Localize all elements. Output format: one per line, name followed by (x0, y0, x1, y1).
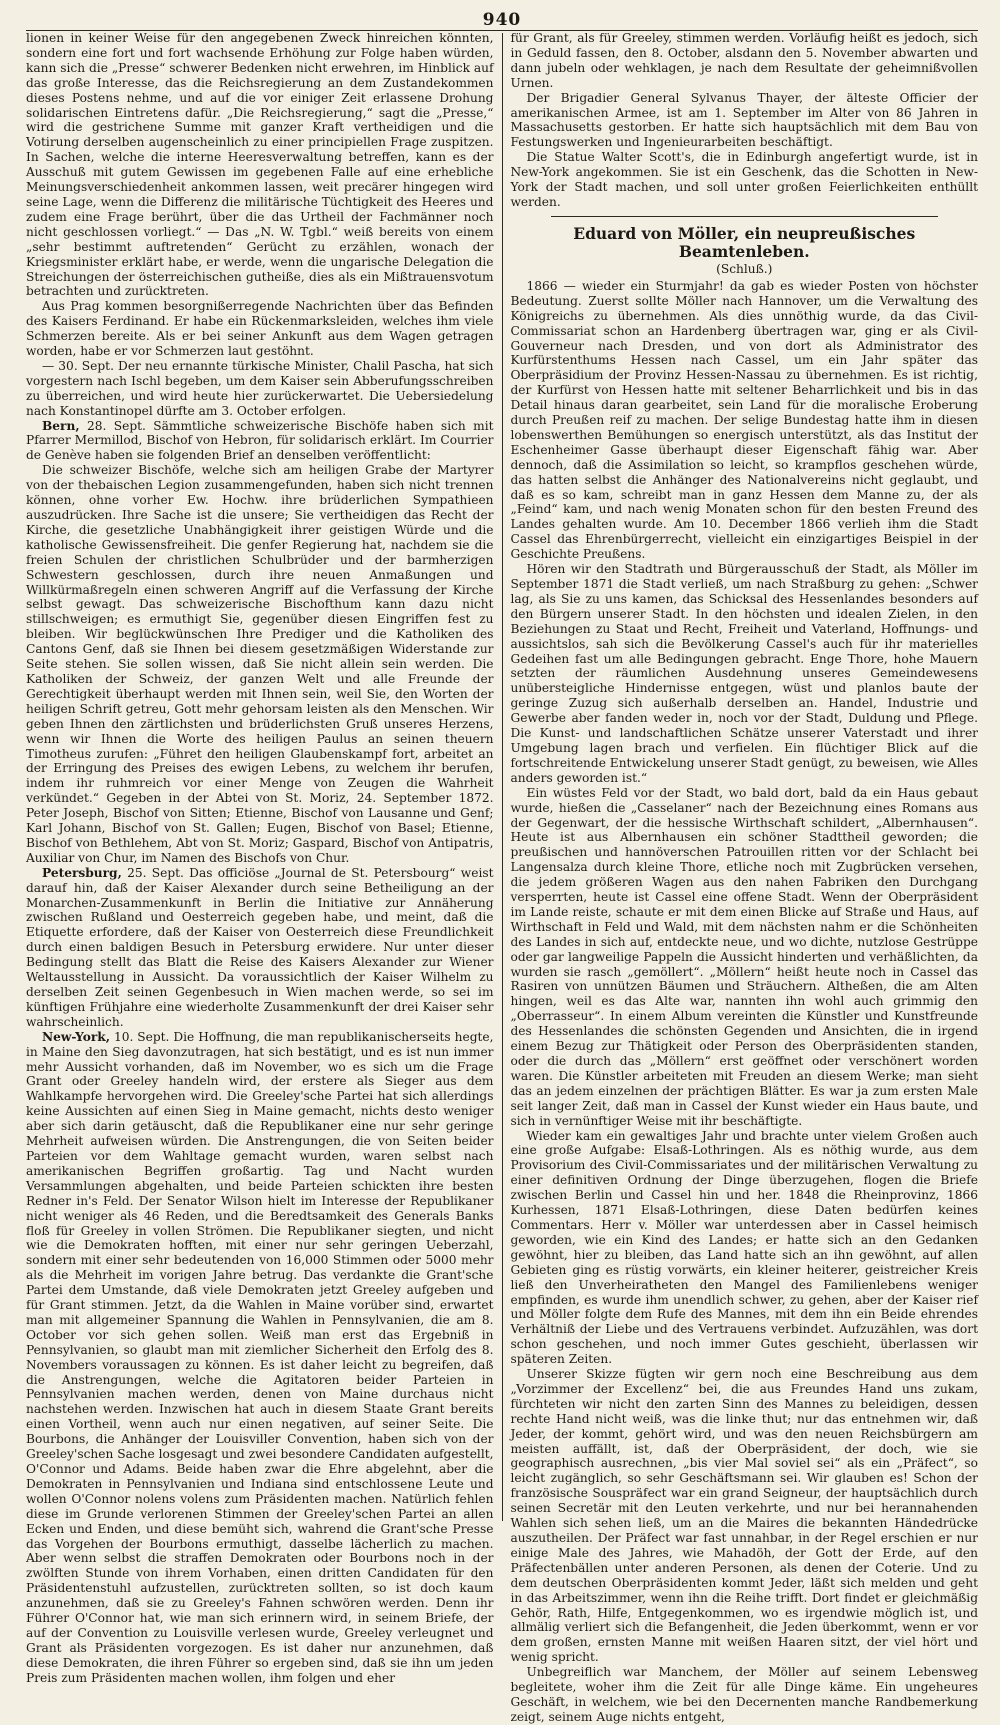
right-column (503, 31, 979, 1724)
paragraph-text: Die schweizer Bischöfe, welche sich am heiligen Grabe der Martyrer von der thebaischen Legion zusammengefunden, haben sich nicht trennen können, ohne vorher Ew. Hochw. ihre brüderlichen Sympathieen auszudrücken. Ihre Sache ist die unsere; Sie vertheidigen das Recht der Kirche, die gesetzliche Unabhängigkeit ihrer geistigen Würde und die katholische Gewissensfreiheit. Die genfer Regierung hat, nachdem sie die freien Schulen der christlichen Schulbrüder und der barmherzigen Schwestern geschlossen, durch ihre neuen Anmaßungen und Willkürmaßregeln einen schweren Angriff auf die Verfassung der Kirche selbst gewagt. Das schweizerische Bischofthum kann dazu nicht stillschweigen; es ermuthigt Sie, gegenüber diesen Eingriffen fest zu bleiben. Wir beglückwünschen Ihre Prediger und die Katholiken des Cantons Genf, daß sie Ihnen bei diesem gesetzmäßigen Widerstande zur Seite stehen. Sie sollen wissen, daß Sie nicht allein sein werden. Die Katholiken der Schweiz, der ganzen Welt und alle Freunde der Gerechtigkeit überhaupt werden mit Ihnen sein, weil Sie, den Worten der heiligen Schrift getreu, Gott mehr gehorsam leisten als den Menschen. Wir geben Ihnen den zärtlichsten und brüderlichsten Gruß unseres Herzens, wenn wir Ihnen die Worte des heiligen Paulus an seinen theuern Timotheus zurufen: „Führet den heiligen Glaubenskampf fort, arbeitet an der Erringung des Preises des ewigen Lebens, zu welchem ihr berufen, indem ihr ruhmreich vor einer Menge von Zeugen die Wahrheit verkündet.“ Gegeben in der Abtei von St. Moriz, 24. September 1872. Peter Joseph, Bischof von Sitten; Etienne, Bischof von Lausanne und Genf; Karl Johann, Bischof von St. Gallen; Eugen, Bischof von Basel; Etienne, Bischof von Bethlehem, Abt von St. Moriz; Gaspard, Bischof von Antipatris, Auxiliar von Chur, im Namen des Bischofs von Chur. (26, 463, 494, 865)
news-paragraph (511, 91, 979, 151)
paragraph-text: 10. Sept. Die Hoffnung, die man republikanischerseits hegte, in Maine den Sieg davonzutragen, hat sich bestätigt, und es ist nun immer mehr Aussicht vorhanden, daß im November, wo es sich um die Frage Grant oder Greeley handeln wird, der erstere als Sieger aus dem Wahlkampfe hervorgehen wird. Die Greeley'sche Partei hat sich allerdings keine Aussichten auf einen Sieg in Maine gemacht, nichts desto weniger aber sich darin getäuscht, daß die Republikaner eine nur sehr geringe Mehrheit aufweisen würden. Die Anstrengungen, die von Seiten beider Parteien vor dem Wahltage gemacht wurden, waren selbst nach amerikanischen Begriffen großartig. Tag und Nacht wurden Versammlungen abgehalten, und beide Parteien schickten ihre besten Redner in's Feld. Der Senator Wilson hielt im Interesse der Republikaner nicht weniger als 46 Reden, und die Beredtsamkeit des Generals Banks floß für Greeley in vollen Strömen. Die Republikaner siegten, und nicht wie die Demokraten hofften, mit einer nur sehr geringen Ueberzahl, sondern mit einer sehr bedeutenden von 16,000 Stimmen oder 5000 mehr als die Mehrheit im vorigen Jahre betrug. Das verdankte die Grant'sche Partei dem Umstande, daß viele Demokraten jetzt Greeley aufgeben und für Grant stimmen. Jetzt, da die Wahlen in Maine vorüber sind, erwartet man mit allgemeiner Spannung die Wahlen in Pennsylvanien, die am 8. October vor sich gehen sollen. Weiß man erst das Ergebniß in Pennsylvanien, so glaubt man mit ziemlicher Sicherheit den Erfolg des 8. Novembers voraussagen zu können. Es ist daher leicht zu begreifen, daß die Anstrengungen, welche die Agitatoren beider Parteien in Pennsylvanien machen werden, denen von Maine durchaus nicht nachstehen werden. Inzwischen hat auch in diesem Staate Grant bereits einen Vortheil, wenn auch nur einen negativen, auf seiner Seite. Die Bourbons, die Anhänger der Louisviller Convention, haben sich von der Greeley'schen Sache losgesagt und zwei besondere Candidaten aufgestellt, O'Connor und Adams. Beide haben zwar die Ehre abgelehnt, aber die Demokraten in Pennsylvanien und Indiana sind entschlossene Leute und wollen O'Connor nolens volens zum Präsidenten machen. Natürlich fehlen diese im Grunde verlorenen Stimmen der Greeley'schen Partei an allen Ecken und Enden, und diese bemüht sich, wahrend die Grant'sche Presse das Vorgehen der Bourbons ermuthigt, dasselbe lächerlich zu machen. Aber wenn selbst die straffen Demokraten oder Bourbons noch in der zwölften Stunde von ihrem Vorhaben, einen dritten Candidaten für den Präsidentenstuhl aufzustellen, zurücktreten sollten, so ist doch kaum anzunehmen, daß sie zu Greeley's Fahnen schwören werden. Denn ihr Führer O'Connor hat, wie man sich erinnern wird, in seinem Briefe, der auf der Convention zu Louisville verlesen wurde, Greeley verleugnet und Grant als Präsidenten vorgezogen. Es ist daher nur anzunehmen, daß diese Demokraten, die ihren Führer so ergeben sind, daß sie ihn um jeden Preis zum Präsidenten machen wollen, ihm folgen und eher (26, 1029, 494, 1685)
paragraph-text: für Grant, als für Greeley, stimmen werden. Vorläufig heißt es jedoch, sich in Geduld fassen, den 8. October, alsdann den 5. November abwarten und dann jubeln oder wehklagen, je nach dem Resultate der geheimnißvollen Urnen. (510, 31, 978, 90)
section-rule (551, 216, 939, 217)
news-paragraph (26, 1030, 494, 1686)
news-paragraph (26, 419, 494, 464)
article-title: Eduard von Möller, ein neupreußisches Beamtenleben. (573, 223, 916, 261)
news-briefs (511, 31, 979, 210)
dateline: Bern, (42, 418, 80, 433)
paragraph-text: Der Brigadier General Sylvanus Thayer, der älteste Officier der amerikanischen Armee, ist am 1. September im Alter von 86 Jahren in Massachusetts gestorben. Er hatte sich hauptsächlich mit dem Bau von Festungswerken und Ingenieurarbeiten beschäftigt. (510, 90, 978, 150)
continued-paragraph (26, 31, 494, 299)
paragraph-text: — 30. Sept. Der neu ernannte türkische Minister, Chalil Pascha, hat sich vorgestern nach Ischl begeben, um dem Kaiser sein Abberufungsschreiben zu überreichen, und wird heute hier zurückerwartet. Die Uebersiedelung nach Konstantinopel dürfte am 3. October erfolgen. (26, 358, 494, 418)
article-paragraph: 1866 — wieder ein Sturmjahr! da gab es wieder Posten von höchster Bedeutung. Zuerst sollte Möller nach Hannover, um die Verwaltung des Königreichs zu übernehmen. Als dies unnöthig wurde, da das Civil-Commissariat schon an Hardenberg übertragen war, ging er als Civil-Gouverneur nach Dresden, und von dort als Administrator des Kurfürstenthums Hessen nach Cassel, um ein Jahr später das Oberpräsidium der Provinz Hessen-Nassau zu übernehmen. Es ist richtig, der Kurfürst von Hessen hatte mit seltener Beharrlichkeit und bis in das Detail hinaus daran gearbeitet, sein Land für die moralische Eroberung durch Preußen reif zu machen. Der selige Bundestag hatte ihm in diesen lobenswerthen Bemühungen so energisch unterstützt, als das Institut der Eschenheimer Gasse überhaupt dieser Eigenschaft fähig war. Aber dennoch, daß die Assimilation so leicht, so krampflos geschehen würde, das hatten selbst die Anhänger des Nationalvereins nicht geglaubt, und daß es so kam, schreibt man in ganz Hessen dem Manne zu, der als „Feind“ kam, und nach wenig Monaten schon für den besten Freund des Landes gehalten wurde. Am 10. December 1866 verlieh ihm die Stadt Cassel das Ehrenbürgerrecht, vielleicht ein einzigartiges Beispiel in der Geschichte Preußens. (510, 278, 978, 562)
news-paragraph (26, 299, 494, 359)
dateline: Petersburg, (42, 865, 122, 880)
dateline-date: 28. Sept. (79, 418, 146, 433)
text-columns (26, 31, 978, 1724)
article-subtitle: (Schluß.) (716, 261, 773, 276)
news-paragraph (26, 359, 494, 419)
letter-paragraph (26, 463, 494, 865)
paragraph-text: lionen in keiner Weise für den angegebenen Zweck hinreichen könnten, sondern eine fort und fort wachsende Erhöhung zur Folge haben würden, kann sich die „Presse“ schwerer Bedenken nicht erwehren, im Hinblick auf das große Interesse, das die Reichsregierung an dem Zustandekommen dieses Postens nehme, und auf die vor einiger Zeit erlassene Drohung solidarischen Eintretens dafür. „Die Reichsregierung,“ sagt die „Presse,“ wird die gestrichene Summe mit ganzer Kraft vertheidigen und die Votirung derselben augenscheinlich zu einer principiellen Frage zuspitzen. In Sachen, welche die interne Heeresverwaltung betreffen, kann es der Ausschuß mit gutem Gewissen im gegebenen Falle auf eine erhebliche Meinungsverschiedenheit ankommen lassen, weit precärer hingegen wird seine Lage, wenn die Differenz die militärische Tüchtigkeit des Heeres und zudem eine Frage berührt, über die das Urtheil der Fachmänner noch nicht geschlossen vorliegt.“ — Das „N. W. Tgbl.“ weiß bereits von einem „sehr bestimmt auftretenden“ Gerücht zu erzählen, wonach der Kriegsminister erklärt habe, er werde, wenn die ungarische Delegation die Streichungen der österreichischen gutheiße, dies als ein Mißtrauensvotum betrachten und zurücktreten. (26, 31, 494, 299)
paragraph-text: Sämmtliche schweizerische Bischöfe haben sich mit Pfarrer Mermillod, Bischof von Hebron, für solidarisch erklärt. Im Courrier de Genève haben sie folgenden Brief an denselben veröffentlicht: (26, 418, 494, 463)
article-paragraph: Hören wir den Stadtrath und Bürgerausschuß der Stadt, als Möller im September 1871 die Stadt verließ, um nach Straßburg zu gehen: „Schwer lag, als Sie zu uns kamen, das Schicksal des Hessenlandes besonders auf den Bürgern unserer Stadt. In den höchsten und idealen Zielen, in den Beziehungen zu Staat und Recht, Freiheit und Vaterland, Hoffnungs- und aussichtslos, sah sich die Bevölkerung Cassel's auch für ihr materielles Gedeihen fast um alle Bedingungen gebracht. Enge Thore, hohe Mauern setzten der räumlichen Ausdehnung unseres Gemeindewesens unübersteigliche Hindernisse entgegen, wüst und planlos baute der geringe Zuzug sich außerhalb derselben an. Handel, Industrie und Gewerbe aber fanden weder in, noch vor der Stadt, Duldung und Pflege. Die Kunst- und landschaftlichen Schätze unserer Vaterstadt und ihrer Umgebung lagen brach und verfielen. Ein flüchtiger Blick auf die fortschreitende Entwickelung unserer Stadt genügt, zu beweisen, wie Alles anders geworden ist.“ (510, 562, 978, 785)
paragraph-text: Aus Prag kommen besorgnißerregende Nachrichten über das Befinden des Kaisers Ferdinand. Er habe ein Rückenmarksleiden, welches ihm viele Schmerzen bereite. Als er bei seiner Ankunft aus dem Wagen getragen worden, habe er vor Schmerzen laut gestöhnt. (26, 299, 494, 359)
paragraph-text: Die Statue Walter Scott's, die in Edinburgh angefertigt wurde, ist in New-York angekommen. Sie ist ein Geschenk, das die Schotten in New-York der Stadt machen, und soll unter großen Feierlichkeiten enthüllt werden. (510, 150, 978, 209)
news-paragraph (511, 150, 979, 210)
news-paragraph (26, 866, 494, 1030)
article-paragraph: Ein wüstes Feld vor der Stadt, wo bald dort, bald da ein Haus gebaut wurde, hießen die „Casselaner“ nach der Bezeichnung eines Romans aus der Gegenwart, der die hessische Wirthschaft schildert, „Albernhausen“. Heute ist aus Albernhausen ein schöner Stadttheil geworden; die preußischen und hannöverschen Patrouillen ritten vor der Schlacht bei Langensalza durch kleine Thore, etliche noch mit Zugbrücken versehen, die jedem größeren Wagen aus den nahen Fabriken den Durchgang versperrten, heute ist Cassel eine offene Stadt. Wenn der Oberpräsident im Lande reiste, schaute er mit dem einen Blicke auf Straße und Haus, auf Wirthschaft in Feld und Wald, mit dem nächsten nahm er die Schönheiten des Landes in sich auf, entdeckte neue, und wo dichte, nutzlose Gestrüppe oder gar langweilige Pappeln die Aussicht hinderten und verhäßlichten, da wurden sie rasch „gemöllert“. „Möllern“ heißt heute noch in Cassel das Rasiren von unnützen Bäumen und Sträuchern. Altheßen, die am Alten hingen, weil es das Alte war, nannten ihn wohl auch grimmig den „Oberrasseur“. In einem Album vereinten die Künstler und Kunstfreunde des Hessenlandes die schönsten Gegenden und Ansichten, die in irgend einem Bezug zur Thätigkeit oder Person des Oberpräsidenten standen, oder die durch das „Möllern“ erst geöffnet oder verschönert worden waren. Die Künstler arbeiteten mit Freuden an diesem Werke; man sieht das an jedem einzelnen der prächtigen Blätter. Es war ja zum ersten Male seit langer Zeit, daß man in Cassel der Kunst wieder ein Haus baute, und sich in vernünftiger Weise mit ihr beschäftigte. (510, 785, 978, 1128)
dateline: New-York, (42, 1029, 110, 1044)
continued-paragraph (511, 31, 979, 91)
article-paragraph: Unbegreiflich war Manchem, der Möller auf seinem Lebensweg begleitete, woher ihm die Zeit für alle Dinge käme. Ein ungeheures Geschäft, in welchem, wie bei den Decernenten manche Randbemerkung zeigt, seinem Auge nichts entgeht, (510, 1665, 978, 1724)
paragraph-text: 25. Sept. Das officiöse „Journal de St. Petersbourg“ weist darauf hin, daß der Kaiser Alexander durch seine Betheiligung an der Monarchen-Zusammenkunft in Berlin die Initiative zur Annäherung zwischen Rußland und Oesterreich gegeben habe, und meint, daß die Etiquette erfordere, daß der Kaiser von Oesterreich diese Freundlichkeit durch einen baldigen Besuch in Petersburg erwidere. Nur unter dieser Bedingung stellt das Blatt die Reise des Kaisers Alexander zur Wiener Weltausstellung in Aussicht. Da voraussichtlich der Kaiser Wilhelm zu derselben Zeit seinen Gegenbesuch in Wien machen werde, so sei im künftigen Frühjahre eine wiederholte Zusammenkunft der drei Kaiser sehr wahrscheinlich. (26, 865, 494, 1029)
left-column (26, 31, 502, 1685)
article-body (511, 279, 979, 1725)
article-paragraph: Unserer Skizze fügten wir gern noch eine Beschreibung aus dem „Vorzimmer der Excellenz“ bei, die aus Freundes Hand uns zukam, fürchteten wir nicht den zarten Sinn des Mannes zu beleidigen, dessen rechte Hand nicht weiß, was die linke thut; nur das entnehmen wir, daß Jeder, der kommt, gehört wird, und was den neuen Reichsbürgern am meisten auffällt, ist, daß der Oberpräsident, der doch, wie sie geographisch ausrechnen, „bis vier Mal soviel sei“ als ein „Präfect“, so leicht zugänglich, so sehr Geschäftsmann sei. Wir glauben es! Schon der französische Souspräfect war ein grand Seigneur, der hauptsächlich durch seinen Secretär mit den Leuten verkehrte, und nur bei herannahenden Wahlen sich sehen ließ, um an die Maires die bekannten Händedrücke auszutheilen. Der Präfect war fast unnahbar, in der Regel erschien er nur einige Male des Jahres, wie Mahadöh, der Gott der Erde, auf den Präfectenbällen unter anderen Personen, als denen der Coterie. Und zu dem deutschen Oberpräsidenten kommt Jeder, läßt sich melden und geht in das Arbeitszimmer, wenn ihn die Reihe trifft. Dort findet er gleichmäßig Gehör, Rath, Hilfe, Entgegenkommen, wo es irgendwie möglich ist, und allmälig verliert sich die Befangenheit, die Jeden überkommt, wenn er vor dem großen, ernsten Manne mit weißen Haaren sitzt, der viel hört und wenig spricht. (510, 1367, 978, 1665)
page-number: 940 (482, 10, 522, 30)
article-paragraph: Wieder kam ein gewaltiges Jahr und brachte unter vielem Großen auch eine große Aufgabe: Elsaß-Lothringen. Als es nöthig wurde, aus dem Provisorium des Civil-Commissariates und der militärischen Verwaltung zu einer definitiven Ordnung der Dinge überzugehen, flogen die Briefe zwischen Berlin und Cassel hin und her. 1848 die Rheinprovinz, 1866 Kurhessen, 1871 Elsaß-Lothringen, diese Daten bedürfen keines Commentars. Herr v. Möller war unterdessen aber in Cassel heimisch geworden, wie ein Kind des Landes; er hatte sich an den Gedanken gewöhnt, hier zu bleiben, das Land hatte sich an ihn gewöhnt, auf allen Gebieten ging es rüstig vorwärts, ein kleiner heiterer, geistreicher Kreis ließ den Unverheiratheten den Mangel des Familienlebens weniger empfinden, es wurde ihm unendlich schwer, zu gehen, aber der Kaiser rief und Möller folgte dem Rufe des Mannes, mit dem ihn ein Beide ehrendes Verhältniß der Liebe und des Vertrauens verbindet. Aufzuzählen, was dort schon geschehen, und noch immer Gutes geschieht, überlassen wir späteren Zeiten. (510, 1128, 978, 1367)
